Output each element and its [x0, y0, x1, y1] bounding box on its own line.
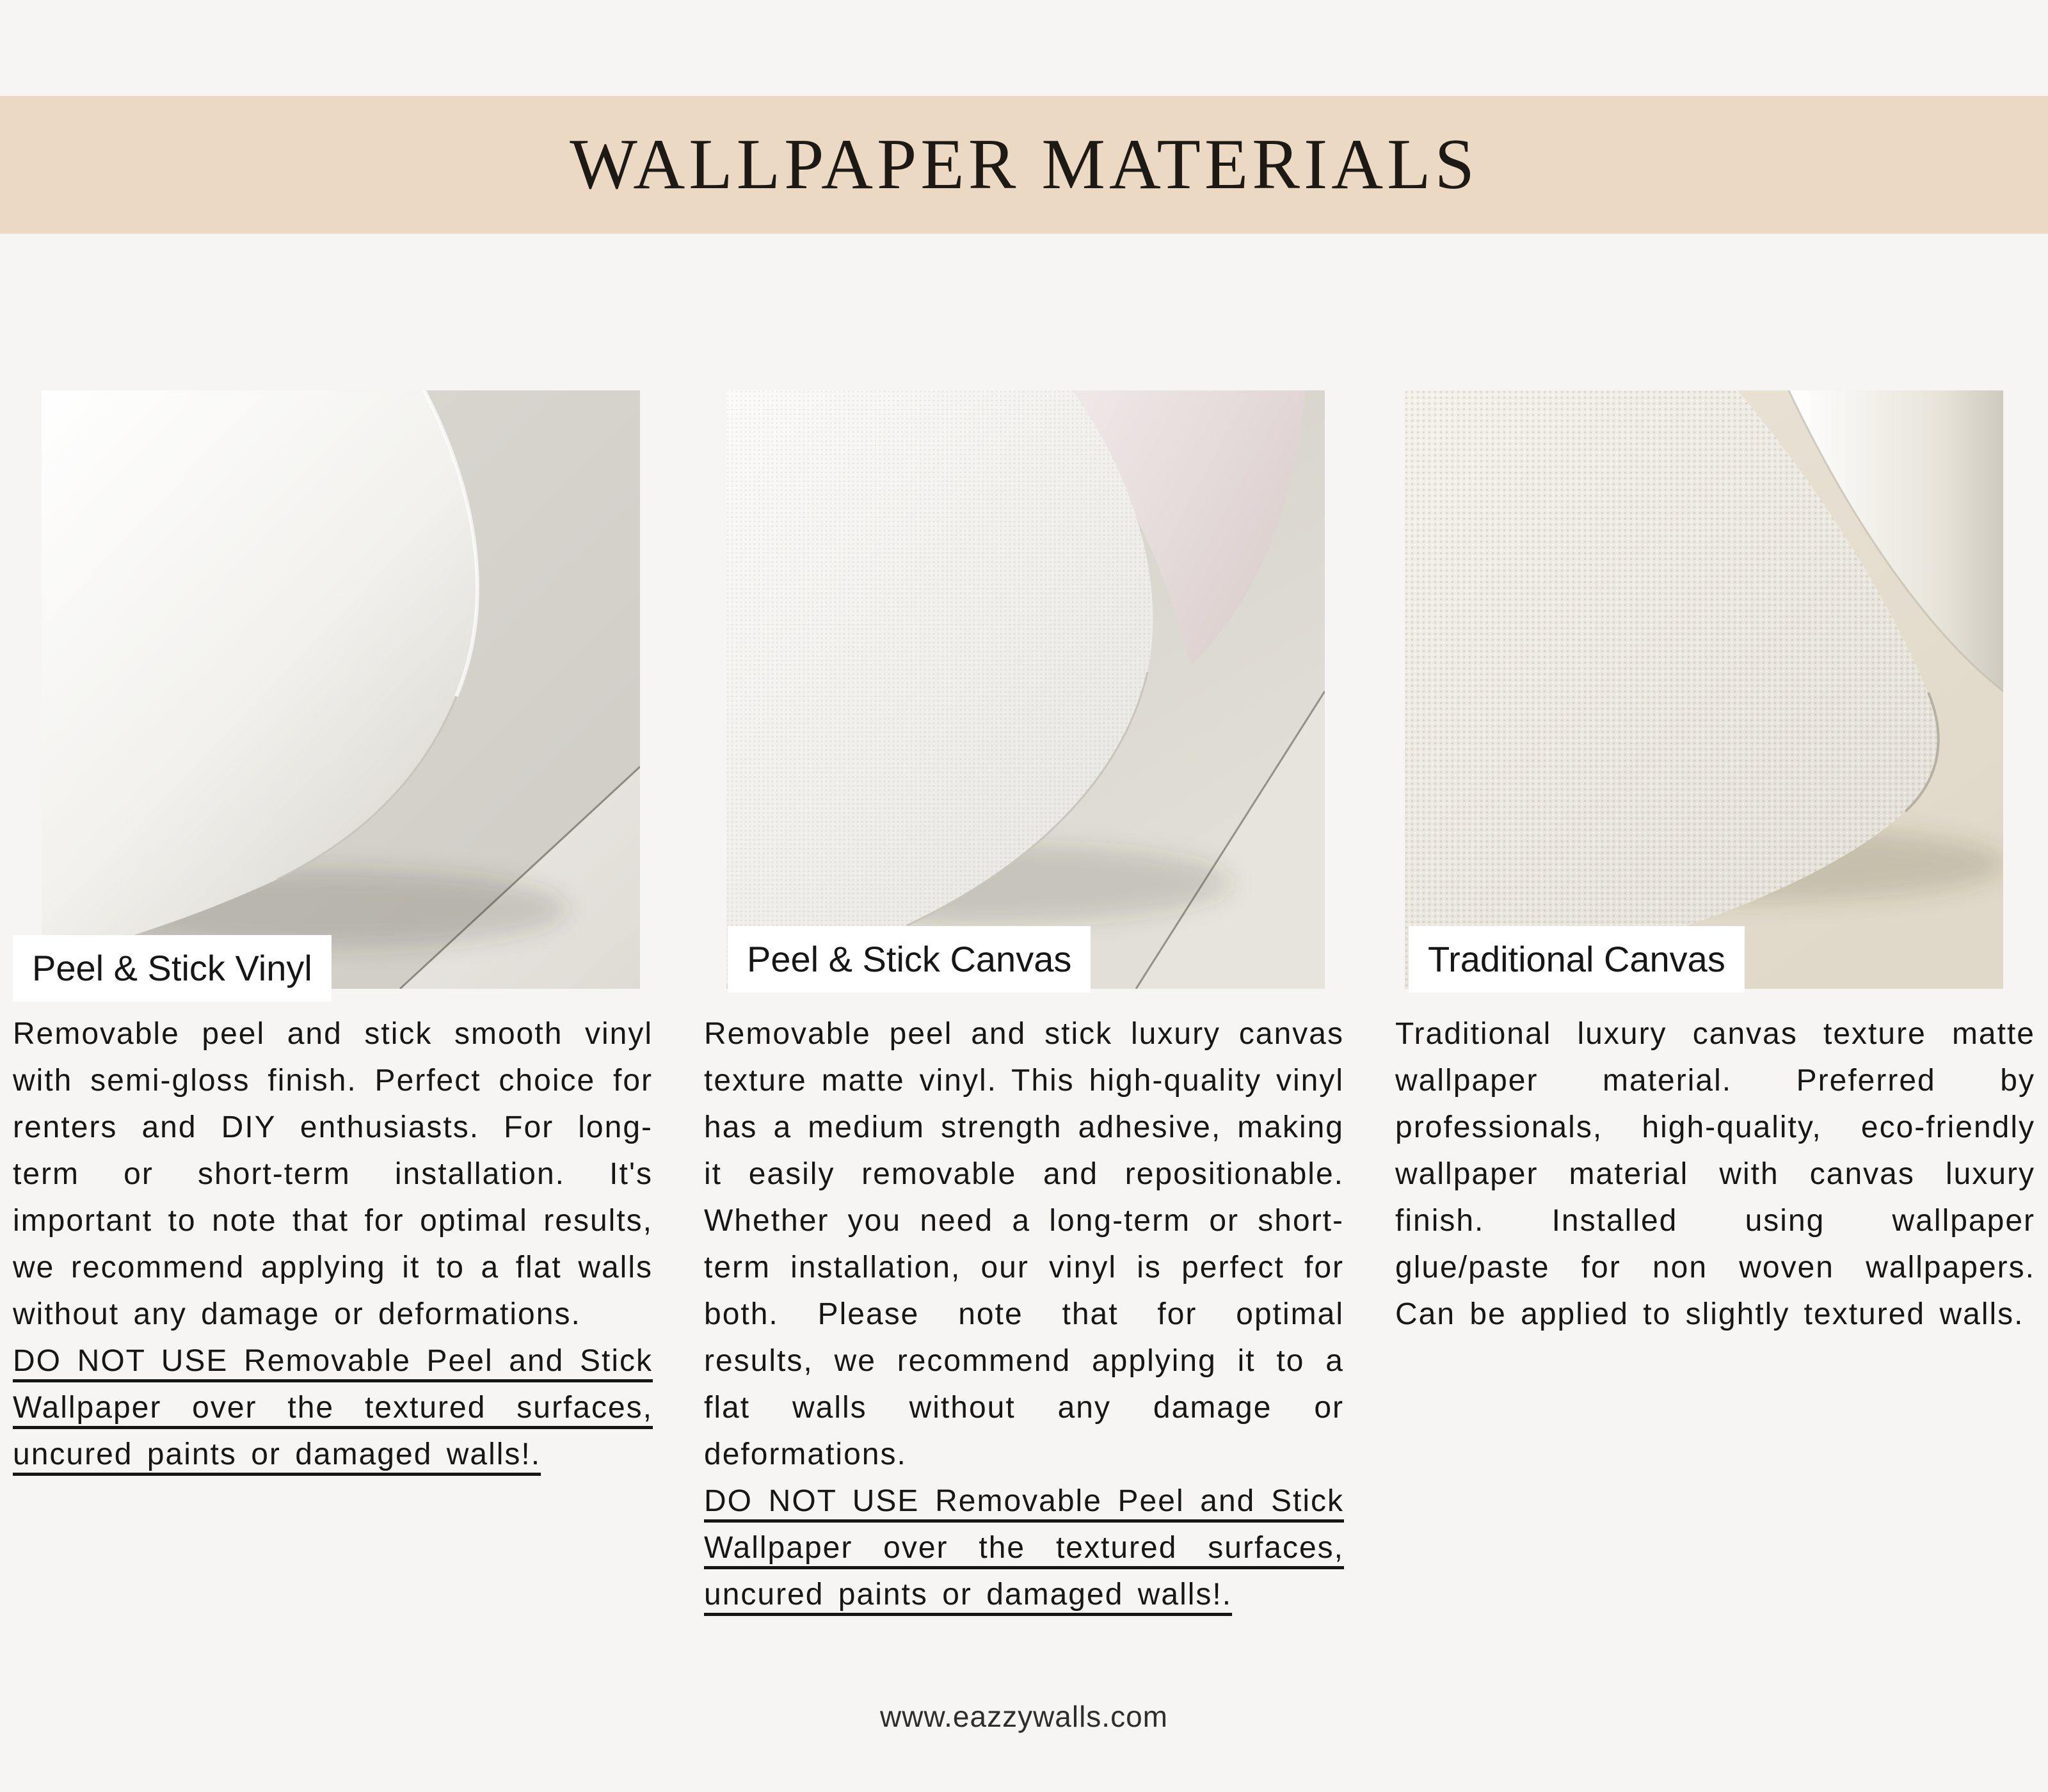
- canvas-warning-text: DO NOT USE Removable Peel and Stick Wallpaper over the textured surfaces, uncured paints or damaged walls!.: [704, 1484, 1344, 1612]
- traditional-description-text: Traditional luxury canvas texture matte wallpaper material. Preferred by professionals, high-quality, eco-friendly wallpaper material with canvas luxury finish. Installed using wallpaper glue/paste for non woven wallpapers. Can be applied to slightly textured walls.: [1395, 1017, 2035, 1331]
- material-label-canvas: Peel & Stick Canvas: [728, 926, 1091, 993]
- footer: [0, 1699, 2048, 1734]
- column-traditional-canvas: [1395, 390, 2035, 1618]
- traditional-canvas-photo: [1405, 390, 2003, 989]
- peel-stick-vinyl-photo: [32, 390, 640, 989]
- vinyl-description: [13, 1011, 653, 1478]
- materials-columns: [13, 390, 2035, 1618]
- curled-traditional-canvas-graphic: [1405, 390, 2003, 989]
- curled-vinyl-sheet-graphic: [42, 390, 640, 989]
- peel-stick-canvas-photo: [726, 390, 1325, 989]
- traditional-description: [1395, 1011, 2035, 1338]
- column-peel-stick-canvas: [704, 390, 1344, 1618]
- material-label-traditional: Traditional Canvas: [1409, 926, 1745, 993]
- column-peel-stick-vinyl: [13, 390, 653, 1618]
- vinyl-description-text: Removable peel and stick smooth vinyl with semi-gloss finish. Perfect choice for renters and DIY enthusiasts. For long-term or short-term installation. It's important to note that for optimal results, we recommend applying it to a flat walls without any damage or deformations.: [13, 1017, 653, 1331]
- curled-canvas-sheet-graphic: [726, 390, 1325, 989]
- vinyl-warning-text: DO NOT USE Removable Peel and Stick Wallpaper over the textured surfaces, uncured paints or damaged walls!.: [13, 1344, 653, 1471]
- page-title: WALLPAPER MATERIALS: [570, 125, 1478, 204]
- title-banner: [0, 96, 2048, 234]
- website-url: www.eazzywalls.com: [880, 1700, 1168, 1733]
- canvas-description: [704, 1011, 1344, 1618]
- canvas-description-text: Removable peel and stick luxury canvas texture matte vinyl. This high-quality vinyl has a medium strength adhesive, making it easily removable and repositionable. Whether you need a long-term or short-term installation, our vinyl is perfect for both. Please note that for optimal results, we recommend applying it to a flat walls without any damage or deformations.: [704, 1017, 1344, 1471]
- material-label-vinyl: Peel & Stick Vinyl: [13, 935, 332, 1002]
